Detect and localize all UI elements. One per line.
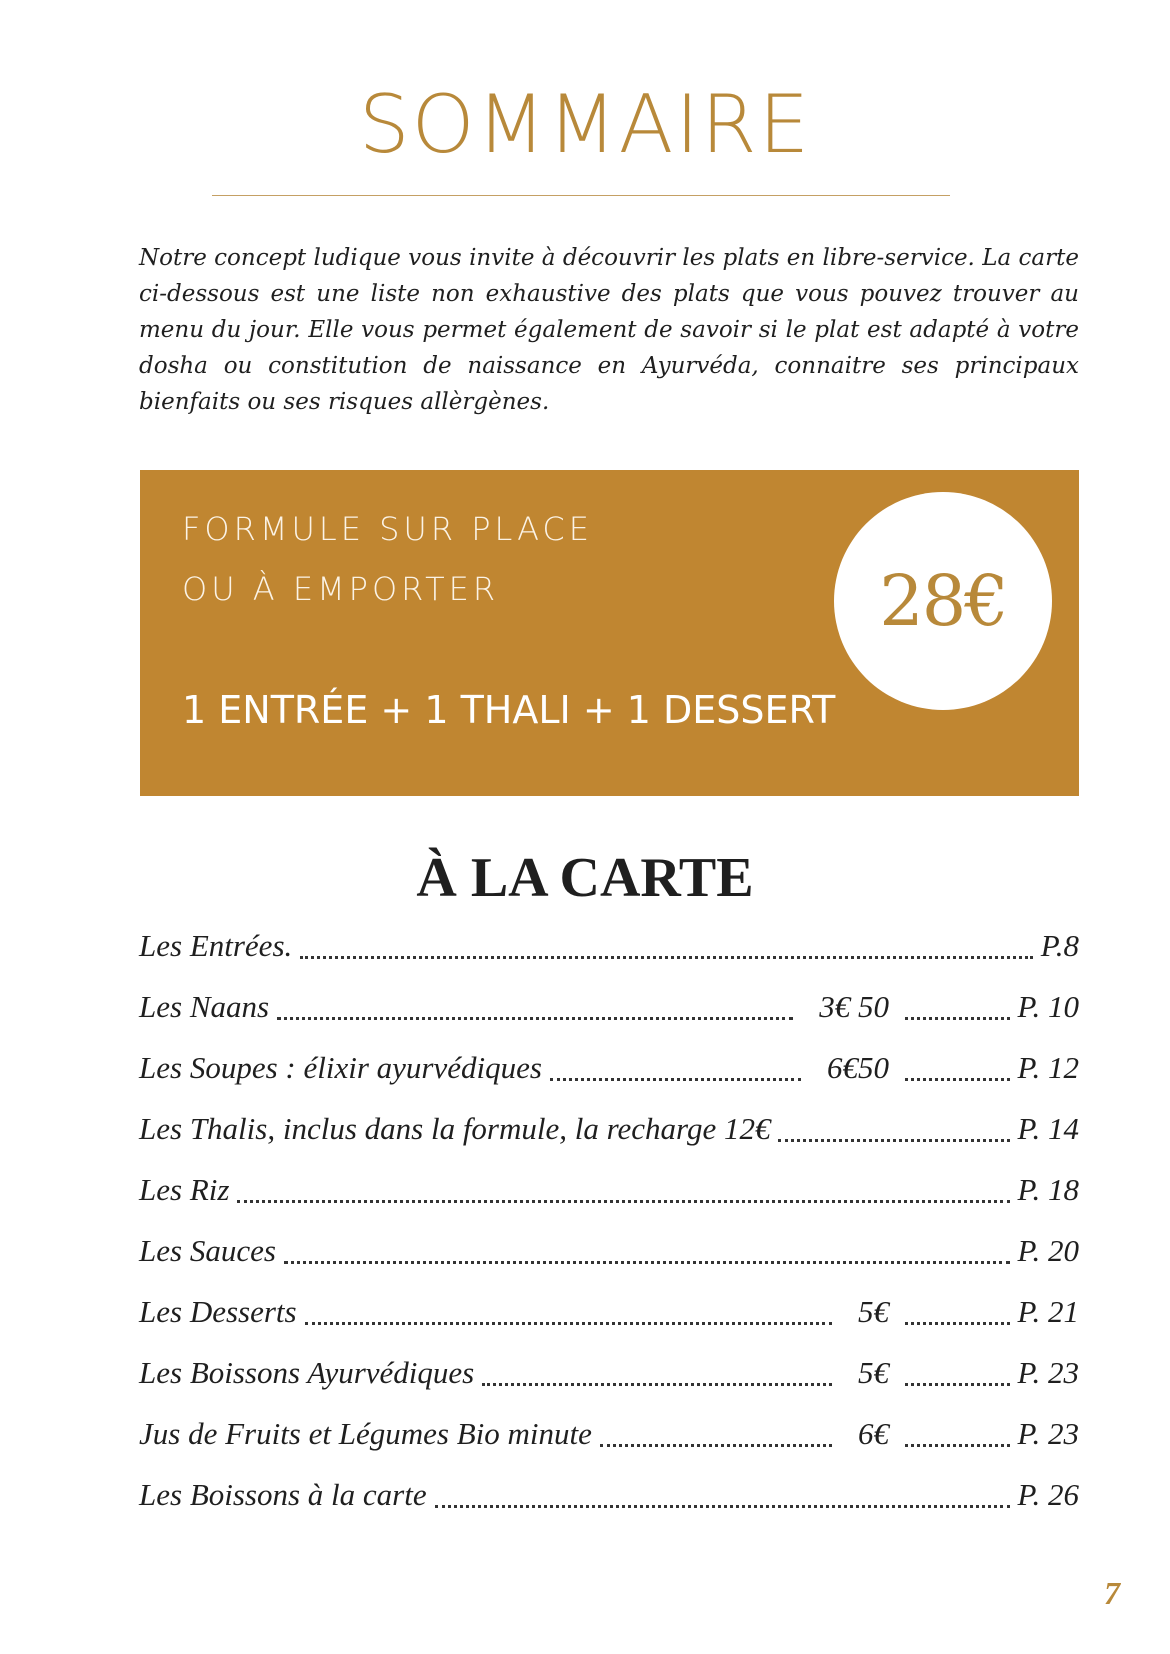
page-number: 7 bbox=[1104, 1575, 1120, 1611]
title-divider bbox=[212, 195, 950, 196]
toc-item-name: Les Riz bbox=[139, 1172, 230, 1207]
dot-leader bbox=[778, 1139, 1010, 1142]
toc-item-name: Les Thalis, inclus dans la formule, la recharge 12€ bbox=[139, 1111, 771, 1146]
toc-item-page: P. 18 bbox=[1017, 1172, 1079, 1207]
table-of-contents bbox=[139, 918, 1079, 1528]
dot-leader bbox=[300, 956, 1033, 959]
dot-leader bbox=[905, 1383, 1010, 1386]
toc-row bbox=[139, 1406, 1079, 1467]
page-title: SOMMAIRE bbox=[358, 78, 812, 171]
toc-item-page: P. 26 bbox=[1017, 1477, 1079, 1512]
carte-title: À LA CARTE bbox=[416, 847, 754, 909]
dot-leader bbox=[905, 1322, 1010, 1325]
toc-row bbox=[139, 1467, 1079, 1528]
toc-item-name: Les Boissons à la carte bbox=[139, 1477, 427, 1512]
toc-item-price: 5€ bbox=[858, 1294, 889, 1329]
dot-leader bbox=[905, 1078, 1010, 1081]
intro-paragraph: Notre concept ludique vous invite à découvrir les plats en libre-service. La carte ci-dessous est une liste non exhaustive des plats que vous pouvez trouver au menu du jour. Elle vous permet également de savoir si le plat est adapté à votre dosha ou constitution de naissance en Ayurvéda, connaitre ses principaux bienfaits ou ses risques allèrgènes. bbox=[139, 245, 1079, 415]
toc-row bbox=[139, 1284, 1079, 1345]
toc-item-name: Les Boissons Ayurvédiques bbox=[139, 1355, 475, 1390]
formule-line-1: FORMULE SUR PLACE bbox=[182, 510, 593, 548]
dot-leader bbox=[284, 1261, 1010, 1264]
dot-leader bbox=[905, 1444, 1010, 1447]
toc-item-page: P. 21 bbox=[1017, 1294, 1079, 1329]
toc-row bbox=[139, 1101, 1079, 1162]
toc-row bbox=[139, 1162, 1079, 1223]
dot-leader bbox=[435, 1505, 1010, 1508]
formule-line-2: OU À EMPORTER bbox=[182, 570, 500, 608]
dot-leader bbox=[600, 1444, 832, 1447]
toc-item-page: P. 23 bbox=[1017, 1416, 1079, 1451]
toc-item-name: Les Sauces bbox=[139, 1233, 276, 1268]
toc-item-name: Les Naans bbox=[139, 989, 270, 1024]
toc-item-price: 6€50 bbox=[827, 1050, 889, 1085]
formule-banner bbox=[140, 470, 1079, 796]
toc-item-name: Jus de Fruits et Légumes Bio minute bbox=[139, 1416, 592, 1451]
toc-row bbox=[139, 1345, 1079, 1406]
dot-leader bbox=[277, 1017, 793, 1020]
dot-leader bbox=[550, 1078, 801, 1081]
toc-item-name: Les Desserts bbox=[139, 1294, 297, 1329]
toc-row bbox=[139, 979, 1079, 1040]
toc-item-name: Les Entrées. bbox=[139, 928, 293, 963]
toc-item-page: P. 14 bbox=[1017, 1111, 1079, 1146]
toc-item-name: Les Soupes : élixir ayurvédiques bbox=[139, 1050, 542, 1085]
dot-leader bbox=[482, 1383, 832, 1386]
price-badge bbox=[834, 492, 1052, 710]
toc-item-page: P. 20 bbox=[1017, 1233, 1079, 1268]
toc-item-page: P. 10 bbox=[1017, 989, 1079, 1024]
dot-leader bbox=[305, 1322, 832, 1325]
formule-offer: 1 ENTRÉE + 1 THALI + 1 DESSERT bbox=[182, 688, 836, 732]
formule-price: 28€ bbox=[879, 560, 1007, 642]
toc-item-price: 5€ bbox=[858, 1355, 889, 1390]
toc-item-page: P. 12 bbox=[1017, 1050, 1079, 1085]
toc-item-page: P. 23 bbox=[1017, 1355, 1079, 1390]
toc-item-page: P.8 bbox=[1040, 928, 1079, 963]
toc-row bbox=[139, 918, 1079, 979]
toc-item-price: 3€ 50 bbox=[819, 989, 889, 1024]
dot-leader bbox=[905, 1017, 1010, 1020]
toc-item-price: 6€ bbox=[858, 1416, 889, 1451]
toc-row bbox=[139, 1040, 1079, 1101]
dot-leader bbox=[237, 1200, 1010, 1203]
toc-row bbox=[139, 1223, 1079, 1284]
